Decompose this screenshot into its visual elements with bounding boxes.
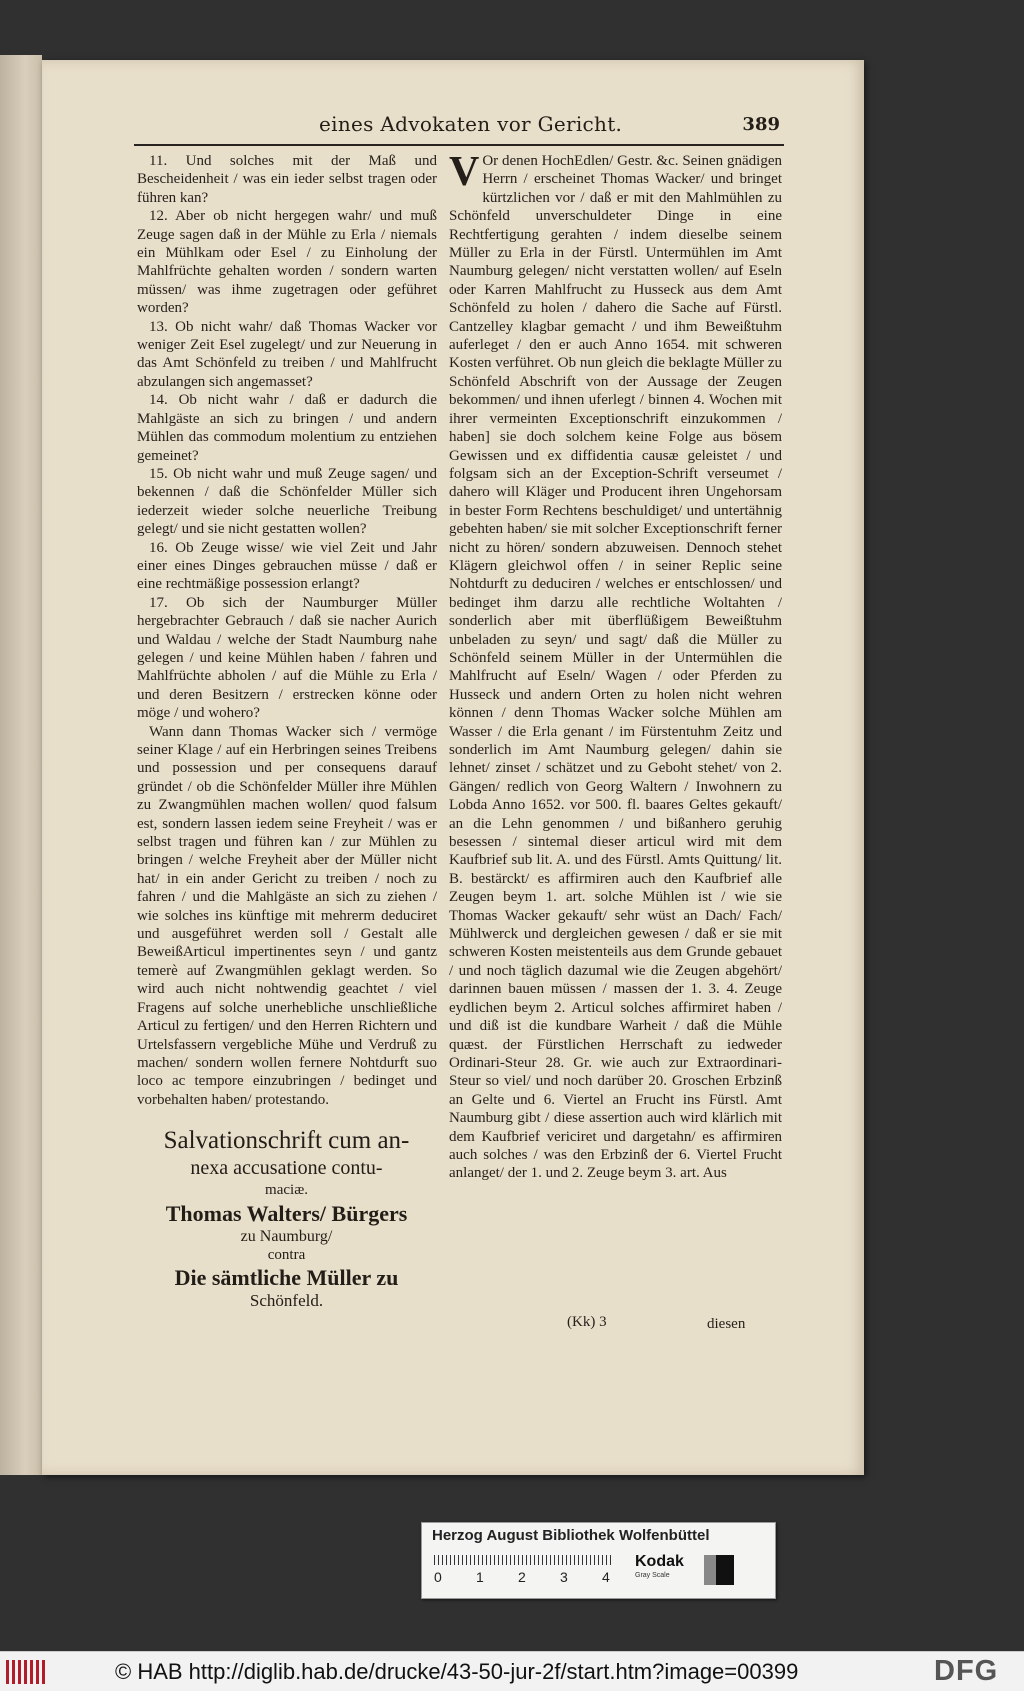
- grayscale-label: Gray Scale: [635, 1572, 670, 1579]
- library-label: Herzog August Bibliothek Wolfenbüttel: [432, 1527, 710, 1544]
- footer-bar: [0, 1651, 1024, 1691]
- salvation-subtitle: nexa accusatione contu-: [190, 1157, 383, 1179]
- ruler-number: 3: [560, 1569, 568, 1585]
- closing-paragraph: Wann dann Thomas Wacker sich / vermöge seiner Klage / auf ein Herbringen seines Treibens und possession und per consequens darauf gründet / ob die Schönfelder Müller ihre Mühlen zu Zwangmühlen machen wollen/ quod falsum est, sondern lassen iedem seine Freyheit / was er selbst tragen und führen kan / zur Mühlen zu bringen / welche Freyheit aber der Müller nicht hat/ in ein ander Gericht zu treiben / noch zu fahren / und die Mahlgäste an sich zu ziehen / wie solches ins künftige mit mehrerm deduciret und ausgeführet werden soll / Gestalt alle BeweißArticul impertinentes seyn / und gantz temerè auf Zwangmühlen geklagt werden. So wird auch nicht nohtwendig geachtet / viel Fragens auf solche unerhebliche unschließliche Articul zu fertigen/ und den Herren Richtern und Urtelsfassern vergebliche Mühe und Verdruß zu machen/ sondern wollen fernere Nohtdurft suo loco ac tempore einzubringen / bedinget und vorbehalten haben/ protestando.: [137, 723, 437, 1108]
- hab-logo-icon: [6, 1660, 46, 1684]
- ruler-number: 1: [476, 1569, 484, 1585]
- right-column-body: Or denen HochEdlen/ Gestr. &c. Seinen gnädigen Herrn / erscheinet Thomas Wacker/ und bringet kürtzlichen vor / daß er mit den Mahlmühlen zu Schönfeld unverschuldeter Dinge in eine Rechtfertigung gerahten / indem dieselbe seinem Müller zu Erla in der Fürstl. Untermühlen im Amt Naumburg gelegen/ nicht verstatten wollen/ auf Eseln oder Karren Mahlfrucht zu Husseck aus dem Amt Schönfeld zu holen / dahero die Sache auf Fürstl. Cantzelley klagbar gemacht / und ihm Beweißtuhm auferleget / den er auch Anno 1654. mit schweren Kosten verführet. Ob nun gleich die beklagte Müller zu Schönfeld Abschrift von der Aussage der Zeugen bekommen/ und ihnen uferlegt / binnen 4. Wochen mit ihrer vermeinten Exceptionschrift einzukommen / haben] sie doch solchem keine Folge aus bösem Gewissen und ex diffidentia causæ geleistet / und folgsam sich an der Exception-Schrift verseumet / dahero will Kläger und Producent ihren Ungehorsam in bester Form Rechtens beschuldiget/ und untertähnig gebehten haben/ sie mit solcher Exceptionschrift ferner nicht zu hören/ sondern abzuweisen. Dennoch stehet Klägern gleichwol offen / in seiner Replic seine Nohtdurft zu deduciren / welches er entschlossen/ und bedinget ihm darzu alle rechtliche Woltahten / sonderlich aber mit überflüßigem Beweißtuhm unbeladen zu seyn/ und sagt/ daß die Müller zu Schönfeld seinem Müller in der Untermühlen die Mahlfrucht auf Eseln/ Wagen / oder Pferden zu Husseck und andern Orten zu holen nicht wehren können / denn Thomas Wacker solche Mühlen am Wasser / die Erla genant / im Fürstentuhm Zeitz und sonderlich im Amt Naumburg gelegen/ dahin sie lehnet/ zinset / schätzet und zu Geboht stehet/ von 2. Gängen/ redlich von Georg Waltern / Inwohnern zu Lobda Anno 1652. vor 500. fl. baares Geltes gekauft/ an die Lehn genommen / und bißanhero geruhig besessen / sintemal dieser articul wird mit dem Kaufbrief sub lit. A. und des Fürstl. Amts Quittung/ lit. B. bestärckt/ es affirmiren auch den Kaufbrief alle Zeugen beym 1. art. solche Mühlen ist / wie sie Thomas Wacker gekauft/ sehr wüst an Dach/ Fach/ Mühlwerck und dergleichen gewesen / daß er sie mit schweren Kosten meistenteils aus dem Grunde gebauet / und noch täglich dazumal wie die Zeugen abgehört/ darinnen bauen müssen / massen der 1. 3. 4. Zeuge eydlichen beym 2. Articul solches affirmiret haben / und diß ist die kundbare Warheit / daß die Mühle quæst. der Fürstlichen Herrschaft zu iedweder Ordinari-Steur 28. Gr. wie auch zur Extraordinari-Steur so viel/ und noch darüber 20. Groschen Erbzinß an Gelte und 6. Viertel an Frucht ins Fürstl. Amt Naumburg gibt / diese assertion auch wird klärlich mit dem Kaufbrief vericiret und dargetahn/ es affirmiren auch solches / was den Erbzinß der 6. Viertel Frucht anlanget/ der 1. und 2. Zeuge beym 3. art. Aus: [449, 153, 782, 1182]
- salvation-heading: [134, 1126, 439, 1311]
- signature-mark: (Kk) 3: [567, 1314, 607, 1330]
- article-17: 17. Ob sich der Naumburger Müller hergebrachter Gebrauch / daß sie nacher Aurich und Waldau / welche der Stadt Naumburg nahe gelegen / und keine Mühlen haben / fahren und Mahlfrüchte abholen / auf die Mühle zu Erla / und deren Besitzern / erstrecken könne oder möge / und wohero?: [137, 594, 437, 722]
- article-13: 13. Ob nicht wahr/ daß Thomas Wacker vor weniger Zeit Esel zugelegt/ und zur Neuerung in das Amt Schönfeld zu treiben / und Mahlfrucht abzulangen sich angemasset?: [137, 318, 437, 390]
- article-15: 15. Ob nicht wahr und muß Zeuge sagen/ und bekennen / daß die Schönfelder Müller sich iederzeit wieder solche neuerliche Treibung gelegt/ und sie nicht gestatten wollen?: [137, 465, 437, 538]
- article-12: 12. Aber ob nicht hergegen wahr/ und muß Zeuge sagen daß in der Mühle zu Erla / niemals ein Mühlkam oder Esel / zu Einholung der Mahlfrüchte gehalten worden / sondern warten müssen/ was ihme zugetragen oder geführet worden?: [137, 208, 437, 317]
- article-14: 14. Ob nicht wahr / daß er dadurch die Mahlgäste an sich zu bringen / und andern Mühlen das commodum molentium zu entziehen gemeinet?: [137, 392, 437, 464]
- left-page-edge: [0, 55, 42, 1475]
- gray-patch: [704, 1555, 734, 1585]
- plaintiff-place: zu Naumburg/: [240, 1228, 333, 1245]
- salvation-subtitle-end: maciæ.: [265, 1182, 308, 1198]
- catchword: diesen: [707, 1316, 746, 1332]
- running-title: eines Advokaten vor Gericht.: [319, 112, 623, 136]
- defendants: Die sämtliche Müller zu: [174, 1265, 399, 1290]
- page-header: [134, 112, 784, 146]
- article-11: 11. Und solches mit der Maß und Bescheidenheit / was ein ieder selbst tragen oder führen kan?: [137, 153, 437, 206]
- defendants-place: Schönfeld.: [249, 1291, 324, 1310]
- source-link[interactable]: © HAB http://diglib.hab.de/drucke/43-50-jur-2f/start.htm?image=00399: [115, 1659, 799, 1684]
- right-text-column: [449, 149, 782, 1183]
- book-page: [42, 60, 864, 1475]
- plaintiff-name: Thomas Walters/ Bürgers: [165, 1201, 408, 1226]
- color-card: [421, 1522, 776, 1599]
- contra-label: contra: [267, 1247, 306, 1263]
- ruler-number: 0: [434, 1569, 442, 1585]
- kodak-logo: Kodak: [635, 1553, 684, 1570]
- ruler-number: 2: [518, 1569, 526, 1585]
- scale-ruler: [434, 1555, 614, 1565]
- salvation-title: Salvationschrift cum an-: [163, 1127, 410, 1154]
- dfg-logo: DFG: [934, 1655, 999, 1687]
- article-16: 16. Ob Zeuge wisse/ wie viel Zeit und Jahr einer eines Dinges gebrauchen müsse / daß er eine rechtmäßige possession erlangt?: [137, 539, 437, 593]
- drop-cap: V: [449, 149, 480, 195]
- page-number: 389: [742, 114, 780, 135]
- right-column-text: [449, 149, 782, 1183]
- ruler-number: 4: [602, 1569, 610, 1585]
- left-text-column: [137, 152, 437, 1109]
